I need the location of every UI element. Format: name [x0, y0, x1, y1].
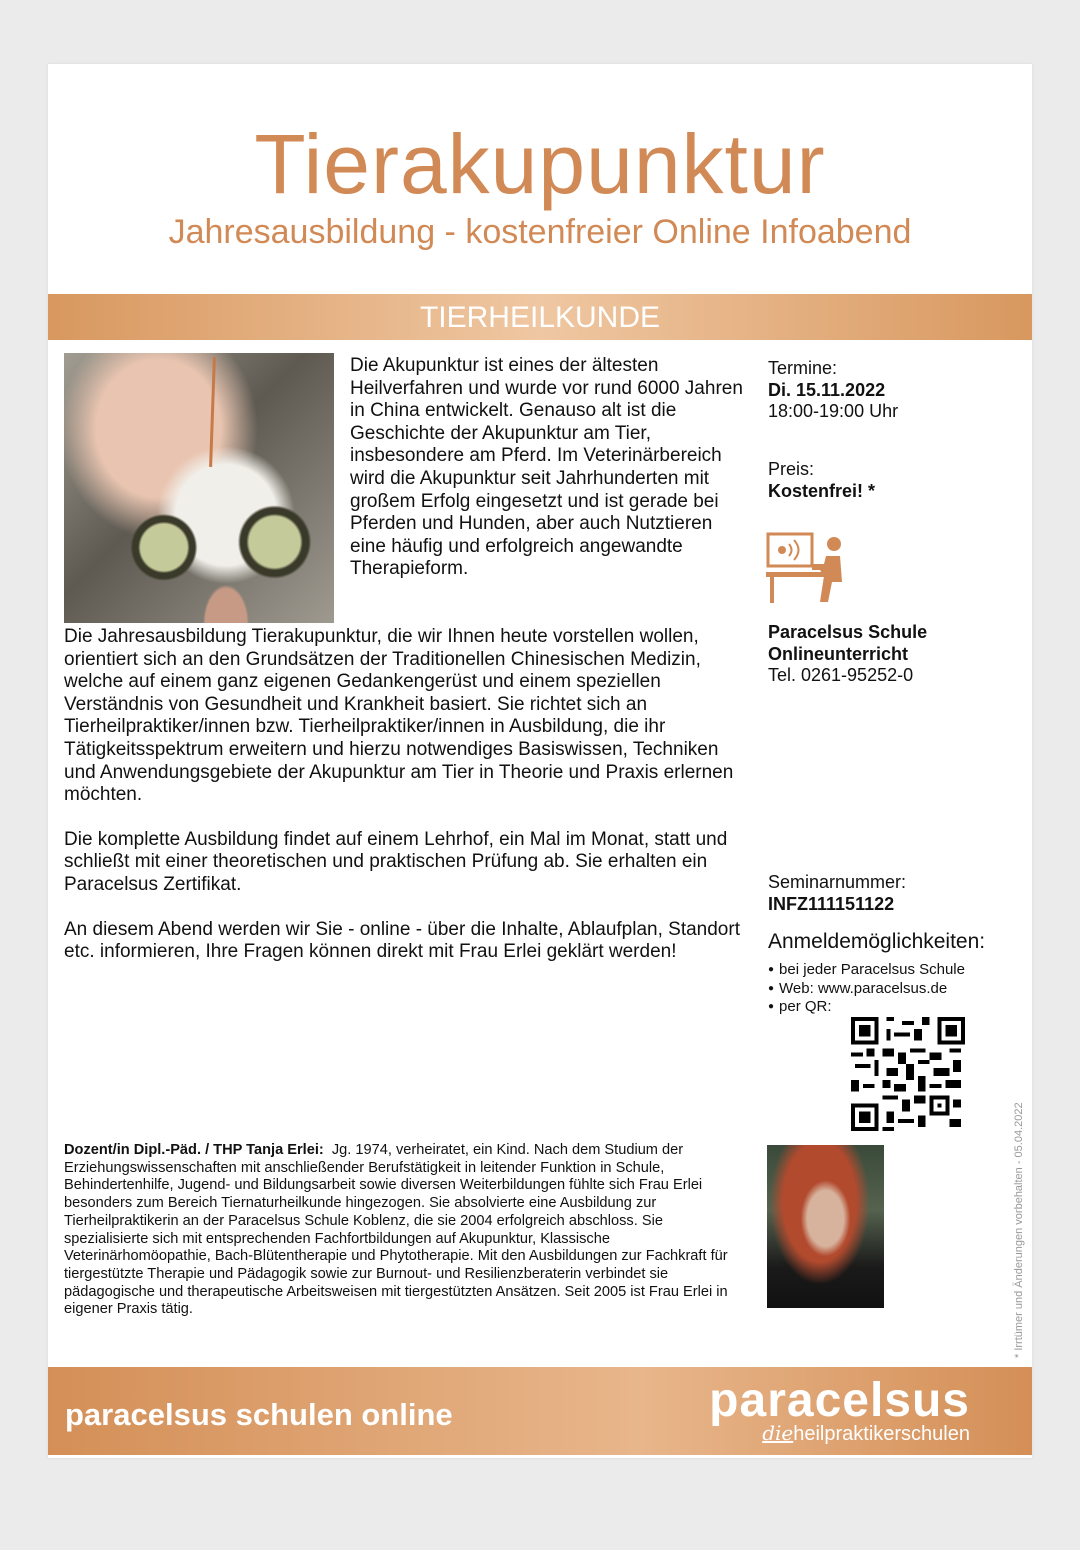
category-band: TIERHEILKUNDE: [48, 294, 1032, 340]
termine-label: Termine:: [768, 358, 838, 378]
school-name: Paracelsus Schule: [768, 622, 928, 642]
logo-sub-text: heilpraktikerschulen: [793, 1423, 970, 1445]
registration-title: Anmeldemöglichkeiten:: [768, 930, 986, 953]
body-paragraph: Die Jahresausbildung Tierakupunktur, die wir Ihnen heute vorstellen wollen, orientiert sich an den Grundsätzen der Traditionellen Chinesischen Medizin, welche auf einem ganz eigenen Gedankengerüst und einem speziellen Verständnis von Gesundheit und Krankheit basiert. Sie richtet sich an Tierheilpraktiker/innen bzw. Tierheilpraktiker/innen in Ausbildung, die ihr Tätigkeitsspektrum erweitern und hierzu notwendiges Basiswissen, Techniken und Anwendungsgebiete der Akupunktur am Tier in Theorie und Praxis erlernen möchten.: [64, 626, 734, 806]
cat-acupuncture-photo: [64, 353, 334, 623]
registration-item: ● per QR:: [768, 998, 965, 1017]
needle-graphic: [209, 357, 216, 467]
teacher-photo: [767, 1145, 884, 1308]
teacher-label: Dozent/in Dipl.-Päd. / THP Tanja Erlei:: [64, 1142, 324, 1158]
page-title: Tierakupunktur: [254, 117, 826, 211]
price-block: [768, 459, 875, 502]
seminar-label: Seminarnummer:: [768, 872, 907, 892]
flyer-page: [48, 64, 1032, 1458]
registration-item[interactable]: ● Web: www.paracelsus.de: [768, 980, 965, 999]
page-subtitle: Jahresausbildung - kostenfreier Online Infoabend: [168, 213, 912, 251]
seminar-number: INFZ111151122: [768, 893, 895, 914]
body-text: [64, 626, 744, 986]
logo-prefix: die: [762, 1421, 794, 1445]
termine-date: Di. 15.11.2022: [768, 379, 886, 400]
termine-time: 18:00-19:00 Uhr: [768, 401, 899, 421]
price-value: Kostenfrei! *: [768, 480, 876, 501]
footer-band: [48, 1367, 1032, 1455]
seminar-block: [768, 872, 906, 915]
teacher-text: Jg. 1974, verheiratet, ein Kind. Nach dem Studium der Erziehungswissenschaften mit anschließender Berufstätigkeit in leitender Funktion in Schule, Behindertenhilfe, Jugend- und Bildungsarbeit sowie diversen Weiterbildungen fühlte sich Frau Erlei besonders zum Bereich Tiernaturheilkunde hingezogen. Sie absolvierte eine Ausbildung zur Tierheilpraktikerin an der Paracelsus Schule Koblenz, die sie 2004 erfolgreich abschloss. Sie spezialisierte sich mit entsprechenden Fachfortbildungen auf Akupunktur, Klassische Veterinärhomöopathie, Bach-Blütentherapie und Phytotherapie. Mit den Ausbildungen zur Fachkraft für tiergestützte Therapie und Pädagogik sowie zur Burnout- und Resilienzberaterin verbindet sie pädagogische und therapeutische Arbeitsweisen mit tiergestützten Ansätzen. Seit 2005 ist Frau Erlei in eigener Praxis tätig.: [64, 1142, 728, 1318]
body-paragraph: Die komplette Ausbildung findet auf einem Lehrhof, ein Mal im Monat, statt und schließt mit einer theoretischen und praktischen Prüfung ab. Sie erhalten ein Paracelsus Zertifikat.: [64, 828, 728, 895]
teacher-bio: [64, 1142, 740, 1319]
school-block: [768, 622, 927, 687]
paracelsus-logo: paracelsus: [709, 1374, 970, 1427]
school-mode: Onlineunterricht: [768, 643, 909, 664]
price-label: Preis:: [768, 459, 815, 479]
registration-list: [768, 961, 965, 1017]
dates-block: [768, 358, 898, 423]
registration-item: ● bei jeder Paracelsus Schule: [768, 961, 965, 980]
paracelsus-logo-sub: [762, 1423, 970, 1444]
qr-code[interactable]: [851, 1017, 965, 1131]
footer-left-text: paracelsus schulen online: [65, 1397, 453, 1432]
body-paragraph: An diesem Abend werden wir Sie - online - über die Inhalte, Ablaufplan, Standort etc. informieren, Ihre Fragen können direkt mit Frau Erlei geklärt werden!: [64, 918, 740, 963]
online-teaching-icon: [764, 530, 850, 610]
intro-text: Die Akupunktur ist eines der ältesten Heilverfahren und wurde vor rund 6000 Jahren in China entwickelt. Genauso alt ist die Geschichte der Akupunktur am Tier, insbesondere am Pferd. Im Veterinärbereich wird die Akupunktur seit Jahrhunderten mit großem Erfolg eingesetzt und ist gerade bei Pferden und Hunden, aber auch Nutztieren eine häufig und erfolgreich angewandte Therapieform.: [350, 355, 743, 580]
school-phone: Tel. 0261-95252-0: [768, 665, 914, 685]
disclaimer-note: * Irrtümer und Änderungen vorbehalten - 05.04.2022: [1013, 1102, 1025, 1358]
